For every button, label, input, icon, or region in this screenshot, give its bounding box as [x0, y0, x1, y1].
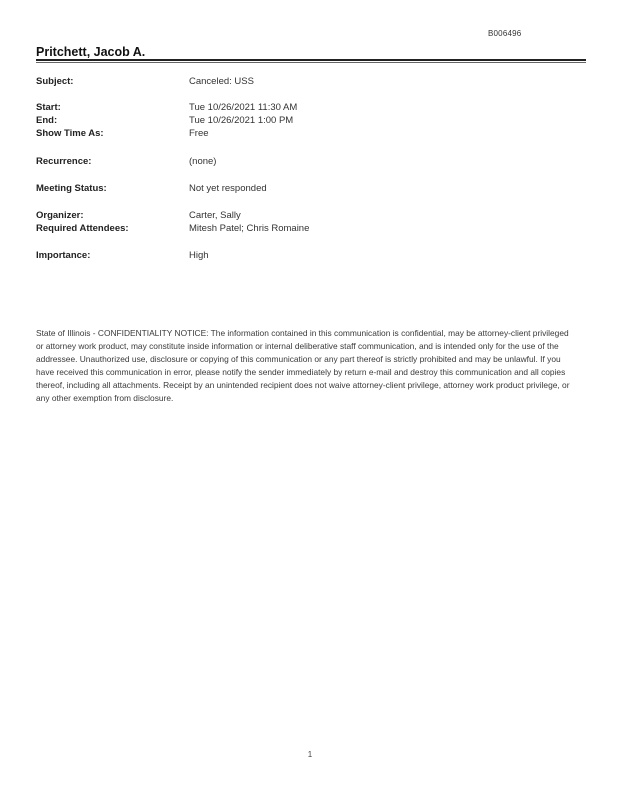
field-value: High [189, 250, 209, 261]
field-label: Meeting Status: [36, 183, 107, 194]
field-row-start [36, 101, 586, 115]
field-label: Recurrence: [36, 156, 92, 167]
field-row-show-time-as [36, 127, 586, 141]
field-label: End: [36, 115, 58, 126]
field-label: Subject: [36, 76, 74, 87]
field-label: Start: [36, 102, 61, 113]
header-rule-secondary [36, 62, 586, 63]
confidentiality-notice: State of Illinois - CONFIDENTIALITY NOTICE: The information contained in this communication is confidential, may be attorney-client privileged or attorney work product, may constitute inside information or internal deliberative staff communication, and is intended only for the use of the addressee. Unauthorized use, disclosure or copying of this communication or any part thereof is strictly prohibited and may be unlawful. If you have received this communication in error, please notify the sender immediately by return e-mail and destroy this communication and all copies thereof, including all attachments. Receipt by an unintended recipient does not waive attorney-client privilege, attorney work product privilege, or any other exemption from disclosure. [36, 328, 570, 403]
header-rule [36, 59, 586, 61]
field-value: Canceled: USS [189, 76, 254, 87]
field-label: Show Time As: [36, 128, 104, 139]
field-value: Mitesh Patel; Chris Romaine [189, 223, 310, 234]
field-value: Not yet responded [189, 183, 267, 194]
field-value: Carter, Sally [189, 210, 241, 221]
field-row-meeting-status [36, 182, 586, 196]
field-row-recurrence [36, 155, 586, 169]
mailbox-owner: Pritchett, Jacob A. [36, 45, 146, 59]
field-row-end [36, 114, 586, 128]
field-value: Free [189, 128, 209, 139]
field-value: Tue 10/26/2021 11:30 AM [189, 102, 298, 113]
field-value: Tue 10/26/2021 1:00 PM [189, 115, 294, 126]
field-label: Required Attendees: [36, 223, 129, 234]
field-row-organizer [36, 209, 586, 223]
field-row-subject [36, 75, 586, 89]
field-row-required-attendees [36, 222, 586, 236]
document-id: B006496 [488, 29, 522, 38]
field-row-importance [36, 249, 586, 263]
field-value: (none) [189, 156, 217, 167]
page-number: 1 [307, 750, 313, 759]
field-label: Organizer: [36, 210, 84, 221]
field-label: Importance: [36, 250, 91, 261]
